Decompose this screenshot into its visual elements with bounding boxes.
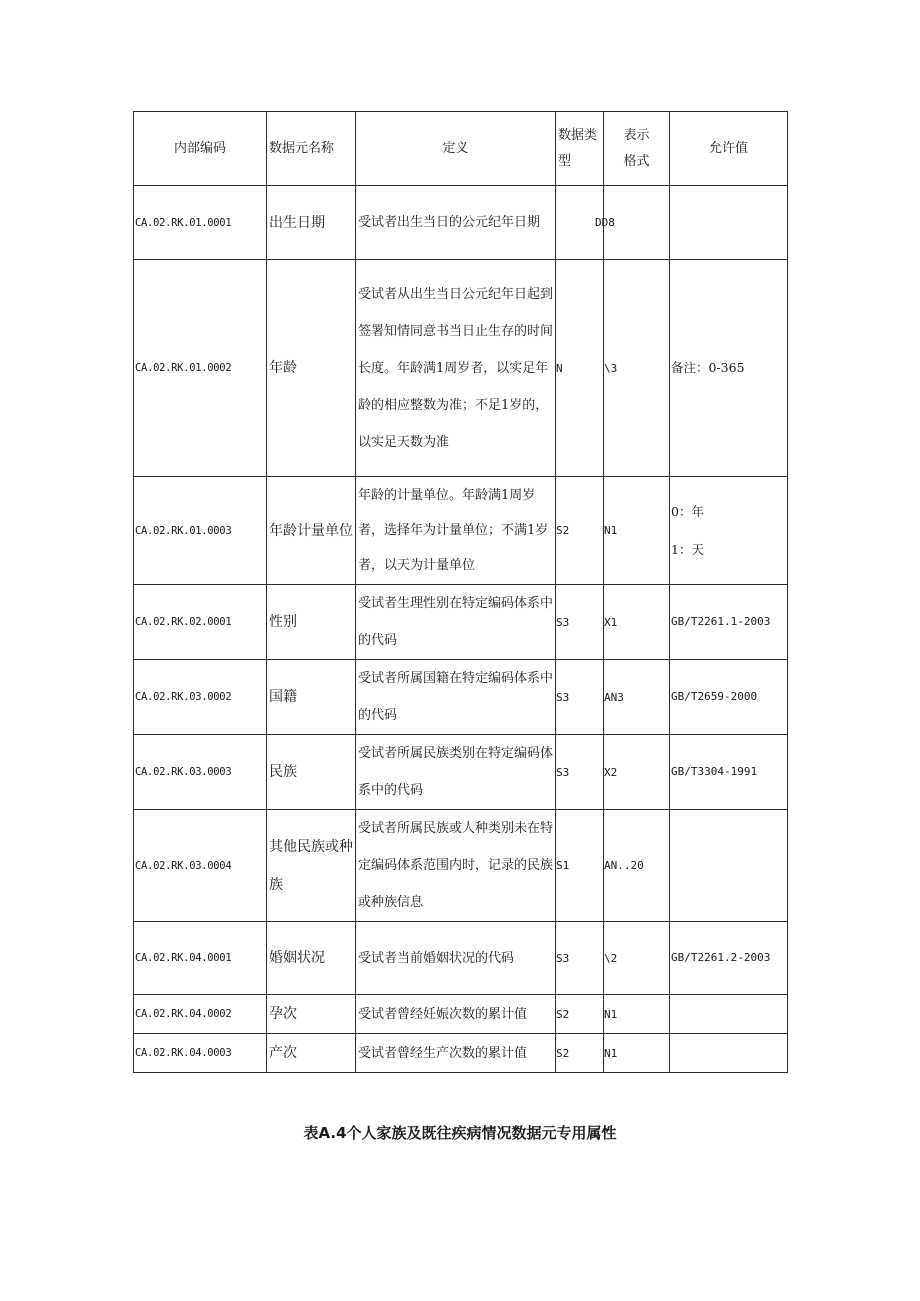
header-code: 内部编码 [134,112,267,186]
cell-format: AN3 [604,660,670,735]
cell-format: N1 [604,1034,670,1073]
cell-definition: 受试者曾经生产次数的累计值 [356,1034,556,1073]
table-row [134,186,788,260]
cell-definition: 年龄的计量单位。年龄满1周岁者，选择年为计量单位；不满1岁者，以天为计量单位 [356,477,556,585]
cell-allowed: GB/T2261.2-2003 [670,922,788,995]
cell-data-type: S3 [556,922,604,995]
cell-definition: 受试者生理性别在特定编码体系中的代码 [356,585,556,660]
cell-allowed [670,995,788,1034]
cell-definition: 受试者当前婚姻状况的代码 [356,922,556,995]
cell-data-type: S3 [556,660,604,735]
table-row [134,810,788,922]
cell-data-type: S2 [556,477,604,585]
cell-name: 产次 [267,1034,356,1073]
cell-code: CA.02.RK.04.0003 [134,1034,267,1073]
table-row [134,735,788,810]
header-definition: 定义 [356,112,556,186]
cell-allowed: 0：年 1：天 [670,477,788,585]
cell-code: CA.02.RK.03.0004 [134,810,267,922]
table-row [134,995,788,1034]
cell-code: CA.02.RK.01.0002 [134,260,267,477]
cell-definition: 受试者从出生当日公元纪年日起到签署知情同意书当日止生存的时间长度。年龄满1周岁者，以实足年龄的相应整数为准；不足1岁的，以实足天数为准 [356,260,556,477]
cell-format: DD8 [604,186,670,260]
cell-allowed: GB/T2659-2000 [670,660,788,735]
cell-definition: 受试者出生当日的公元纪年日期 [356,186,556,260]
table-row [134,585,788,660]
header-row [134,112,788,186]
cell-name: 出生日期 [267,186,356,260]
cell-name: 年龄 [267,260,356,477]
cell-data-type: S2 [556,1034,604,1073]
cell-definition: 受试者所属国籍在特定编码体系中的代码 [356,660,556,735]
cell-format: X2 [604,735,670,810]
cell-allowed [670,186,788,260]
table-row [134,922,788,995]
table-row [134,660,788,735]
cell-allowed [670,810,788,922]
header-allowed: 允许值 [670,112,788,186]
cell-data-type: N [556,260,604,477]
cell-format: X1 [604,585,670,660]
cell-data-type: S3 [556,585,604,660]
cell-allowed [670,1034,788,1073]
cell-data-type: S2 [556,995,604,1034]
cell-name: 年龄计量单位 [267,477,356,585]
header-name: 数据元名称 [267,112,356,186]
table-caption: 表A.4个人家族及既往疾病情况数据元专用属性 [303,1124,617,1142]
cell-code: CA.02.RK.04.0002 [134,995,267,1034]
cell-format: AN..20 [604,810,670,922]
cell-definition: 受试者所属民族类别在特定编码体系中的代码 [356,735,556,810]
cell-allowed: GB/T2261.1-2003 [670,585,788,660]
cell-allowed: 备注：0-365 [670,260,788,477]
cell-format: \3 [604,260,670,477]
cell-name: 孕次 [267,995,356,1034]
cell-code: CA.02.RK.02.0001 [134,585,267,660]
header-format: 表示格式 [604,112,670,186]
cell-format: \2 [604,922,670,995]
cell-name: 性别 [267,585,356,660]
cell-data-type: S3 [556,735,604,810]
cell-code: CA.02.RK.01.0001 [134,186,267,260]
cell-name: 其他民族或种族 [267,810,356,922]
table-row [134,260,788,477]
cell-data-type: S1 [556,810,604,922]
cell-code: CA.02.RK.01.0003 [134,477,267,585]
cell-allowed: GB/T3304-1991 [670,735,788,810]
table-row [134,1034,788,1073]
cell-code: CA.02.RK.04.0001 [134,922,267,995]
cell-format: N1 [604,477,670,585]
cell-name: 民族 [267,735,356,810]
cell-definition: 受试者所属民族或人种类别未在特定编码体系范围内时，记录的民族或种族信息 [356,810,556,922]
table-row [134,477,788,585]
cell-definition: 受试者曾经妊娠次数的累计值 [356,995,556,1034]
cell-name: 国籍 [267,660,356,735]
cell-name: 婚姻状况 [267,922,356,995]
cell-code: CA.02.RK.03.0003 [134,735,267,810]
cell-code: CA.02.RK.03.0002 [134,660,267,735]
data-element-table [133,111,788,1073]
cell-format: N1 [604,995,670,1034]
header-data-type: 数据类型 [556,112,604,186]
